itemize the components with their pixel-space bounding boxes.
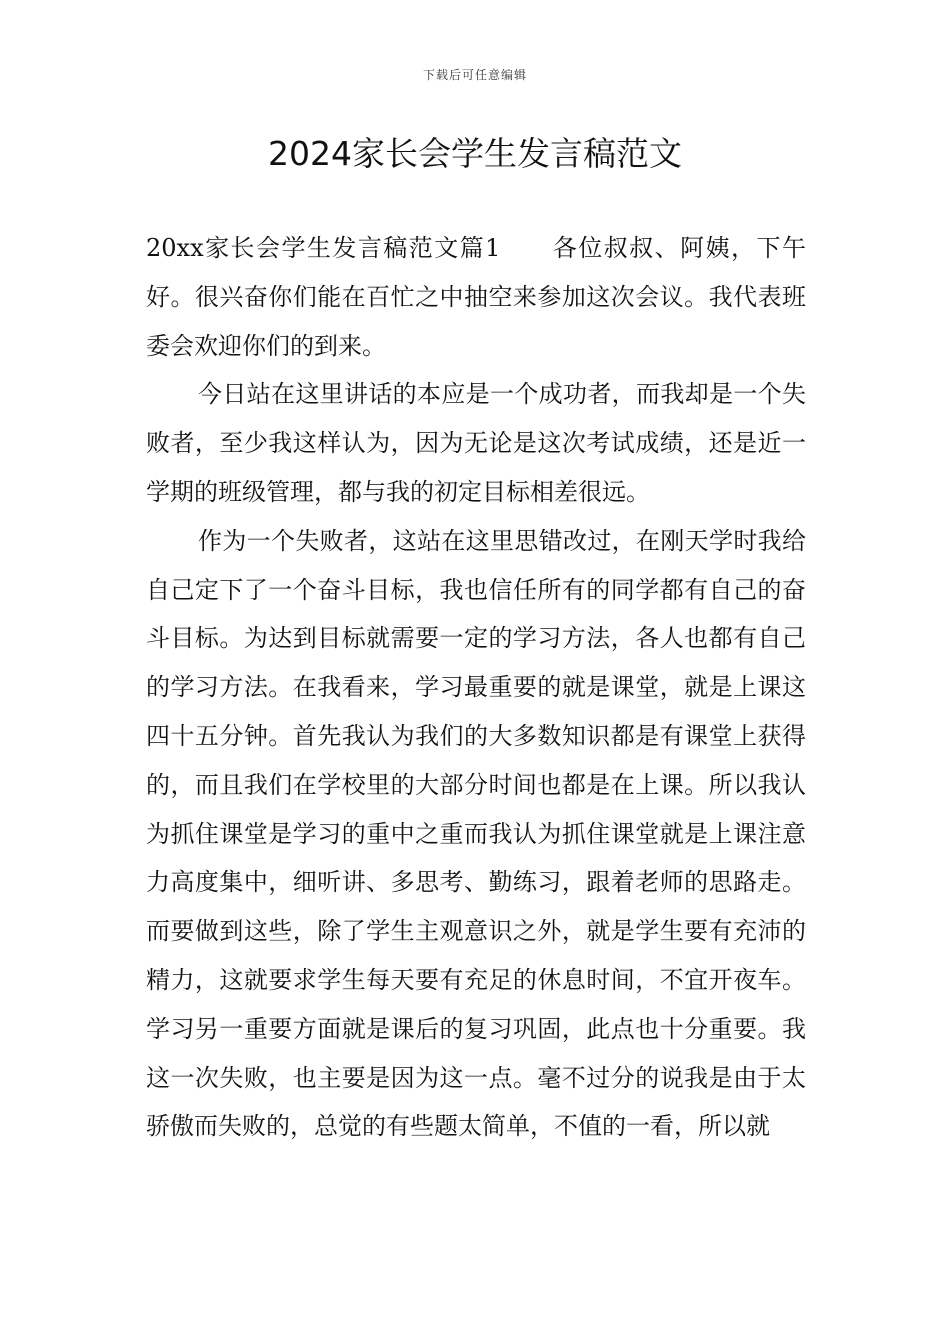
paragraph-study-method: 作为一个失败者，这站在这里思错改过，在刚天学时我给自己定下了一个奋斗目标，我也信任所有的同学都有自己的奋斗目标。为达到目标就需要一定的学习方法，各人也都有自己的学习方法。在我看来，学习最重要的就是课堂，就是上课这四十五分钟。首先我认为我们的大多数知识都是有课堂上获得的，而且我们在学校里的大部分时间也都是在上课。所以我认为抓住课堂是学习的重中之重而我认为抓住课堂就是上课注意力高度集中，细听讲、多思考、勤练习，跟着老师的思路走。而要做到这些，除了学生主观意识之外，就是学生要有充沛的精力，这就要求学生每天要有充足的休息时间，不宜开夜车。学习另一重要方面就是课后的复习巩固，此点也十分重要。我这一次失败，也主要是因为这一点。毫不过分的说我是由于太骄傲而失败的，总觉的有些题太简单，不值的一看，所以就 xyxy=(146,526,806,1141)
document-title: 2024家长会学生发言稿范文 xyxy=(268,134,682,173)
document-body xyxy=(146,224,806,1151)
paragraph-reflection: 今日站在这里讲话的本应是一个成功者，而我却是一个失败者，至少我这样认为，因为无论是这次考试成绩，还是近一学期的班级管理，都与我的初定目标相差很远。 xyxy=(146,380,806,506)
header-note: 下载后可任意编辑 xyxy=(422,68,527,82)
paragraph-greeting: 20xx家长会学生发言稿范文篇1 各位叔叔、阿姨，下午好。很兴奋你们能在百忙之中抽空来参加这次会议。我代表班委会欢迎你们的到来。 xyxy=(146,234,806,360)
